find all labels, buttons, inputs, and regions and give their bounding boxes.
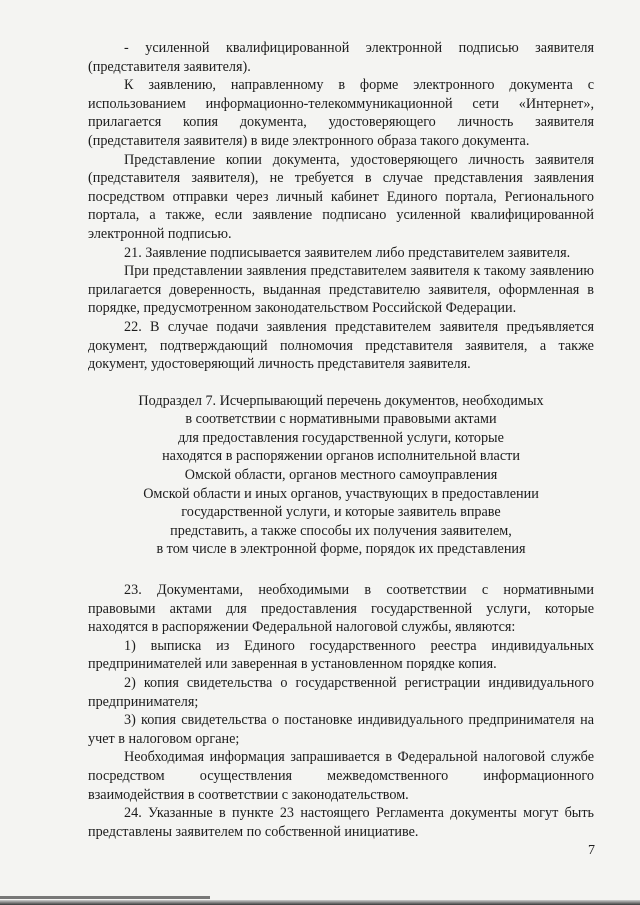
paragraph: 1) выписка из Единого государственного реестра индивидуальных предпринимателей или заверенная в установленном порядке копия. — [88, 637, 594, 673]
heading-line: для предоставления государственной услуги, которые — [178, 429, 504, 446]
spacer — [88, 559, 594, 581]
subsection-heading — [88, 392, 594, 559]
heading-line: Омской области, органов местного самоуправления — [184, 467, 498, 484]
heading-line: государственной услуги, и которые заявитель вправе — [181, 504, 501, 521]
heading-line: Омской области и иных органов, участвующих в предоставлении — [143, 485, 539, 502]
scan-edge-mark — [0, 896, 210, 899]
paragraph: 21. Заявление подписывается заявителем либо представителем заявителя. — [124, 244, 571, 261]
document-body — [88, 39, 594, 841]
top-section — [88, 39, 594, 374]
heading-line: Подраздел 7. Исчерпывающий перечень документов, необходимых — [138, 392, 544, 409]
page-number: 7 — [588, 843, 595, 858]
bottom-section — [88, 581, 594, 841]
paragraph: 24. Указанные в пункте 23 настоящего Регламента документы могут быть представлены заявителем по собственной инициативе. — [88, 805, 594, 840]
paragraph: 22. В случае подачи заявления представителем заявителя предъявляется документ, подтверждающий полномочия представителя заявителя, а также документ, удостоверяющий личность представителя заявителя. — [88, 318, 594, 373]
scan-bottom-border — [0, 900, 640, 905]
paragraph: К заявлению, направленному в форме электронного документа с использованием информационно-телекоммуникационной сети «Интернет», прилагается копия документа, удостоверяющего личность заявителя (представителя заявителя) в виде электронного образа такого документа. — [88, 77, 594, 149]
paragraph: Представление копии документа, удостоверяющего личность заявителя (представителя заявителя), не требуется в случае представления заявления посредством отправки через личный кабинет Единого портала, Регионального портала, а также, если заявление подписано усиленной квалифицированной электронной подписью. — [88, 151, 594, 242]
heading-line: находятся в распоряжении органов исполнительной власти — [162, 448, 520, 465]
heading-line: в том числе в электронной форме, порядок их представления — [156, 541, 526, 558]
paragraph: Необходимая информация запрашивается в Федеральной налоговой службе посредством осуществления межведомственного информационного взаимодействия в соответствии с законодательством. — [88, 749, 594, 803]
paragraph: 3) копия свидетельства о постановке индивидуального предпринимателя на учет в налоговом органе; — [88, 712, 594, 747]
heading-line: представить, а также способы их получения заявителем, — [170, 522, 512, 539]
paragraph: - усиленной квалифицированной электронной подписью заявителя (представителя заявителя). — [88, 40, 594, 75]
paragraph: 2) копия свидетельства о государственной регистрации индивидуального предпринимателя; — [88, 675, 594, 710]
paragraph: 23. Документами, необходимыми в соответствии с нормативными правовыми актами для предоставления государственной услуги, которые находятся в распоряжении Федеральной налоговой службы, являются: — [88, 582, 594, 636]
paragraph: При представлении заявления представителем заявителя к такому заявлению прилагается доверенность, выданная представителю заявителя, оформленная в порядке, предусмотренном законодательством Российской Федерации. — [88, 263, 594, 317]
heading-line: в соответствии с нормативными правовыми актами — [185, 411, 497, 428]
